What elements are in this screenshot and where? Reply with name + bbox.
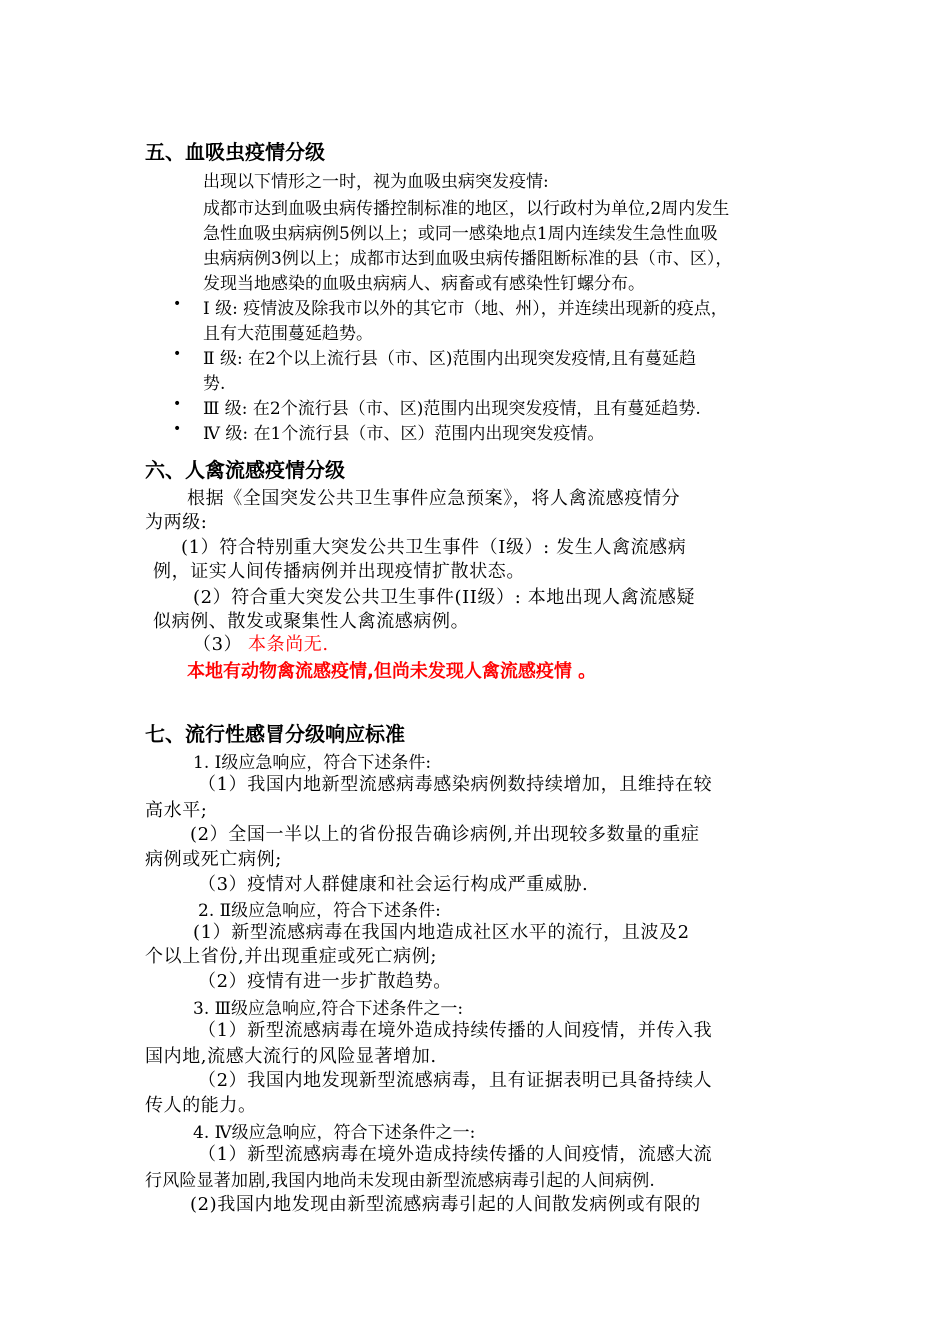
paragraph-line: (2)我国内地发现由新型流感病毒引起的人间散发病例或有限的 xyxy=(190,1194,701,1215)
bullet-item-continuation: 且有大范围蔓延趋势。 xyxy=(203,324,373,344)
paragraph-line: （1）我国内地新型流感病毒感染病例数持续增加，且维持在较 xyxy=(198,774,713,795)
paragraph-line: 出现以下情形之一时，视为血吸虫病突发疫情: xyxy=(203,172,549,192)
paragraph-line: (2）全国一半以上的省份报告确诊病例,并出现较多数量的重症 xyxy=(190,824,700,845)
bullet-icon: • xyxy=(173,421,182,437)
section-heading-5: 五、血吸虫疫情分级 xyxy=(145,140,325,164)
section-heading-7: 七、流行性感冒分级响应标准 xyxy=(145,722,405,746)
paragraph-line: 发现当地感染的血吸虫病病人、病畜或有感染性钉螺分布。 xyxy=(203,274,645,294)
highlight-bold-note: 本地有动物禽流感疫情,但尚未发现人禽流感疫情 。 xyxy=(187,661,597,682)
paragraph-line: （3）疫情对人群健康和社会运行构成严重威胁. xyxy=(198,874,589,895)
bullet-item: Ⅳ 级: 在1个流行县（市、区）范围内出现突发疫情。 xyxy=(203,424,605,444)
paragraph-line: （1）新型流感病毒在境外造成持续传播的人间疫情，流感大流 xyxy=(198,1144,713,1165)
level-heading: 2. Ⅱ级应急响应，符合下述条件: xyxy=(198,901,441,921)
paragraph-line: 传人的能力。 xyxy=(145,1095,257,1116)
bullet-item: Ⅰ 级: 疫情波及除我市以外的其它市（地、州），并连续出现新的疫点， xyxy=(203,299,728,319)
section-heading-6: 六、人禽流感疫情分级 xyxy=(145,458,345,482)
bullet-item: Ⅱ 级: 在2个以上流行县（市、区)范围内出现突发疫情,且有蔓延趋 xyxy=(203,349,696,369)
paragraph-line: 急性血吸虫病病例5例以上；或同一感染地点1周内连续发生急性血吸 xyxy=(203,224,718,244)
paragraph-line: （1）新型流感病毒在境外造成持续传播的人间疫情，并传入我 xyxy=(198,1020,713,1041)
bullet-icon: • xyxy=(173,396,182,412)
paragraph-line: 个以上省份,并出现重症或死亡病例; xyxy=(145,946,437,967)
paragraph-line: (1）符合特别重大突发公共卫生事件（Ⅰ级）: 发生人禽流感病 xyxy=(181,537,687,558)
level-heading: 3. Ⅲ级应急响应,符合下述条件之一: xyxy=(193,999,464,1019)
paragraph-line: 例，证实人间传播病例并出现疫情扩散状态。 xyxy=(153,561,525,582)
paragraph-line: （2）疫情有进一步扩散趋势。 xyxy=(198,971,452,992)
item-number: （3） xyxy=(193,634,243,655)
paragraph-line: (2）符合重大突发公共卫生事件(II级）: 本地出现人禽流感疑 xyxy=(193,587,696,608)
paragraph-line: 似病例、散发或聚集性人禽流感病例。 xyxy=(153,611,470,632)
paragraph-line: 国内地,流感大流行的风险显著增加. xyxy=(145,1046,437,1067)
bullet-item-continuation: 势. xyxy=(203,374,226,394)
paragraph-line: 高水平; xyxy=(145,800,208,821)
paragraph-line: (1）新型流感病毒在我国内地造成社区水平的流行，且波及2 xyxy=(193,922,690,943)
paragraph-line: 虫病病例3例以上；成都市达到血吸虫病传播阻断标准的县（市、区）， xyxy=(203,249,733,269)
bullet-item: Ⅲ 级: 在2个流行县（市、区)范围内出现突发疫情，且有蔓延趋势. xyxy=(203,399,701,419)
bullet-icon: • xyxy=(173,346,182,362)
paragraph-line: 根据《全国突发公共卫生事件应急预案》，将人禽流感疫情分 xyxy=(187,488,681,509)
bullet-icon: • xyxy=(173,296,182,312)
highlight-note: 本条尚无. xyxy=(248,634,329,655)
level-heading: 4. Ⅳ级应急响应，符合下述条件之一: xyxy=(193,1123,476,1143)
paragraph-line: 为两级: xyxy=(145,512,208,533)
paragraph-line: （2）我国内地发现新型流感病毒，且有证据表明已具备持续人 xyxy=(198,1070,713,1091)
level-heading: 1. Ⅰ级应急响应，符合下述条件: xyxy=(193,753,432,773)
paragraph-line: 行风险显著加剧,我国内地尚未发现由新型流感病毒引起的人间病例. xyxy=(145,1171,656,1191)
paragraph-line: 成都市达到血吸虫病传播控制标准的地区，以行政村为单位,2周内发生 xyxy=(203,199,730,219)
paragraph-line: 病例或死亡病例; xyxy=(145,849,282,870)
